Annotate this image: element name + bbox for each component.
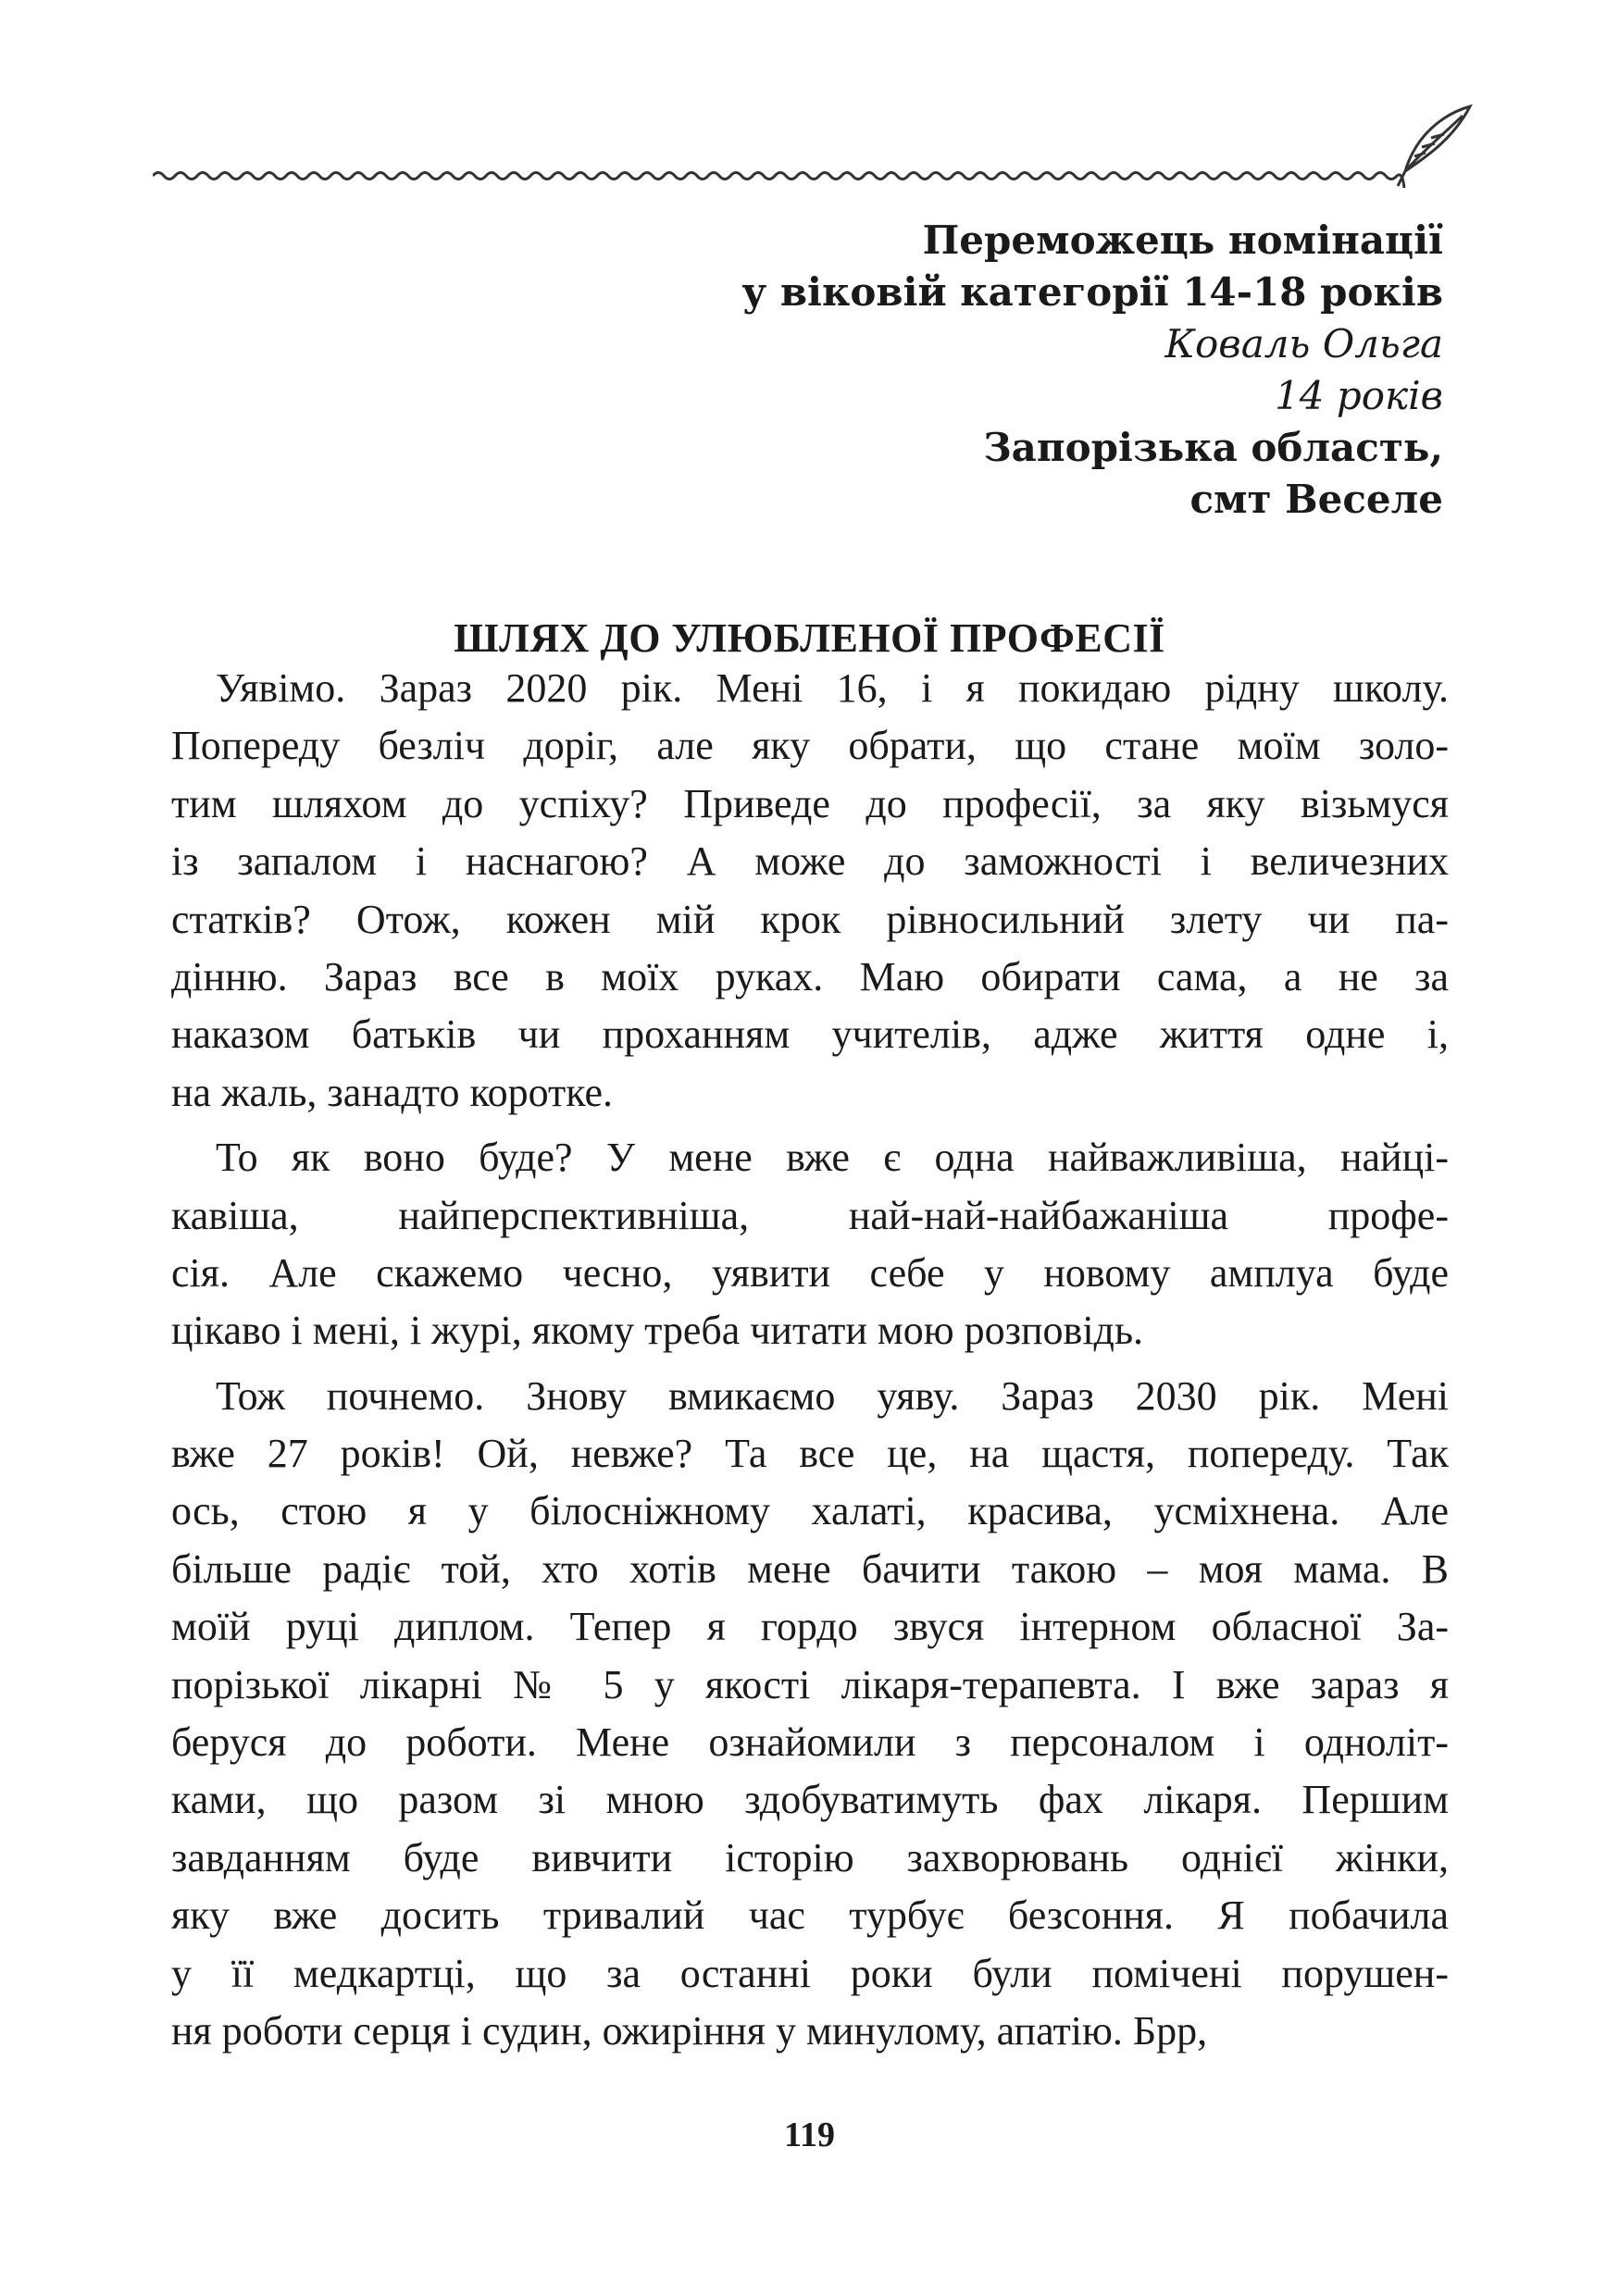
text-line: завданням буде вивчити історію захворювань однієї жінки,	[171, 1834, 1449, 1880]
text-line: цікаво і мені, і журі, якому треба читати мою розповідь.	[171, 1308, 1144, 1354]
text-line: ками, що разом зі мною здобуватимуть фах лікаря. Першим	[171, 1777, 1449, 1823]
text-line: із запалом і наснагою? А може до заможності і величезних	[171, 838, 1449, 885]
paragraph	[171, 1368, 1449, 2061]
author-town: смт Веселе	[1189, 477, 1443, 522]
text-line: моїй руці диплом. Тепер я гордо звуся інтерном обласної За-	[171, 1604, 1449, 1650]
paragraph-gap	[171, 1360, 1449, 1368]
text-line: То як воно буде? У мене вже є одна найважливіша, найці-	[216, 1135, 1449, 1181]
text-line: більше радіє той, хто хотів мене бачити такою – моя мама. В	[171, 1545, 1449, 1592]
essay-title: ШЛЯХ ДО УЛЮБЛЕНОЇ ПРОФЕСІЇ	[454, 615, 1165, 661]
page-number: 119	[784, 2116, 835, 2154]
text-line: кавіша, найперспективніша, най-най-найбажаніша профе-	[171, 1192, 1449, 1238]
text-line: на жаль, занадто коротке.	[171, 1069, 614, 1115]
wavy-line-with-quill-icon	[153, 88, 1486, 190]
text-line: сія. Але скажемо чесно, уявити себе у новому амплуа буде	[171, 1249, 1449, 1296]
text-line: Уявімо. Зараз 2020 рік. Мені 16, і я покидаю рідну школу.	[216, 665, 1449, 711]
text-line: Тож почнемо. Знову вмикаємо уяву. Зараз 2030 рік. Мені	[216, 1372, 1449, 1419]
text-line: яку вже досить тривалий час турбує безсоння. Я побачила	[171, 1893, 1449, 1939]
author-age: 14 років	[1275, 373, 1443, 418]
text-line: статків? Отож, кожен мій крок рівносильний злету чи па-	[171, 896, 1449, 942]
text-line: тим шляхом до успіху? Приведе до професії, за яку візьмуся	[171, 780, 1449, 826]
nomination-title: Переможець номінації	[922, 217, 1443, 263]
paragraph	[171, 1129, 1449, 1360]
text-line: ня роботи серця і судин, ожиріння у минулому, апатію. Брр,	[171, 2007, 1208, 2054]
essay-body	[171, 660, 1449, 2060]
text-line: беруся до роботи. Мене ознайомили з персоналом і одноліт-	[171, 1719, 1449, 1766]
text-line: дінню. Зараз все в моїх руках. Маю обирати сама, а не за	[171, 953, 1449, 999]
award-header	[425, 215, 1443, 526]
text-line: Попереду безліч доріг, але яку обрати, що стане моїм золо-	[171, 723, 1449, 769]
text-line: порізької лікарні № 5 у якості лікаря-терапевта. І вже зараз я	[171, 1661, 1449, 1707]
text-line: у її медкартці, що за останні роки були помічені порушен-	[171, 1950, 1449, 1996]
paragraph-gap	[171, 1122, 1449, 1129]
text-line: ось, стою я у білосніжному халаті, красива, усміхнена. Але	[171, 1488, 1449, 1534]
paragraph	[171, 660, 1449, 1122]
author-name: Коваль Ольга	[1164, 321, 1443, 366]
text-line: наказом батьків чи проханням учителів, адже життя одне і,	[171, 1011, 1449, 1058]
age-category: у віковій категорії 14-18 років	[741, 269, 1443, 315]
author-region: Запорізька область,	[983, 425, 1443, 470]
text-line: вже 27 років! Ой, невже? Та все це, на щастя, попереду. Так	[171, 1431, 1449, 1477]
